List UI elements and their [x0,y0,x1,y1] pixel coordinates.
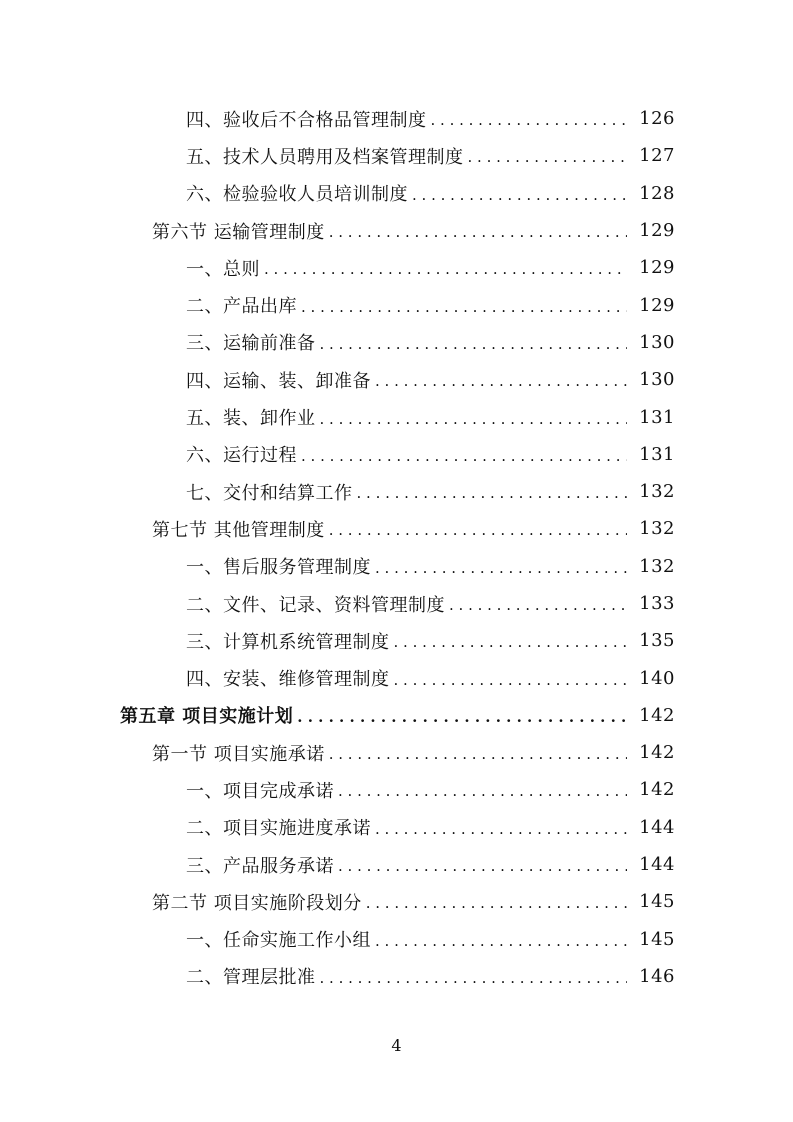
toc-entry-title: 五、技术人员聘用及档案管理制度 [186,146,464,168]
toc-entry-title: 第七节 其他管理制度 [152,519,325,541]
toc-entry-title: 四、安装、维修管理制度 [186,669,390,691]
page-number: 4 [391,1036,402,1055]
toc-entry-page: 146 [639,965,675,987]
toc-entry-title: 一、项目完成承诺 [186,780,334,802]
toc-entry-title: 一、总则 [186,258,260,280]
toc-dot-leader [468,146,628,165]
toc-dot-leader [329,221,627,240]
toc-item-entry[interactable] [0,249,793,286]
toc-entry-title: 五、装、卸作业 [186,408,316,430]
toc-entry-page: 130 [639,331,675,353]
toc-entry-page: 132 [639,481,675,503]
toc-dot-leader [375,557,627,576]
toc-item-entry[interactable] [0,585,793,622]
toc-entry-title: 六、运行过程 [186,445,297,467]
toc-item-entry[interactable] [0,324,793,361]
toc-dot-leader [297,706,627,725]
toc-item-entry[interactable] [0,622,793,659]
toc-entry-title: 七、交付和结算工作 [186,482,353,504]
toc-dot-leader [375,818,627,837]
table-of-contents [0,100,793,995]
toc-entry-title: 三、运输前准备 [186,333,316,355]
toc-item-entry[interactable] [0,548,793,585]
toc-entry-page: 130 [639,369,675,391]
toc-entry-page: 127 [639,145,675,167]
toc-dot-leader [394,631,628,650]
toc-entry-page: 142 [639,779,675,801]
toc-dot-leader [264,258,627,277]
toc-entry-title: 二、项目实施进度承诺 [186,818,371,840]
toc-item-entry[interactable] [0,137,793,174]
toc-item-entry[interactable] [0,846,793,883]
toc-entry-title: 三、产品服务承诺 [186,855,334,877]
toc-dot-leader [338,780,627,799]
toc-item-entry[interactable] [0,659,793,696]
toc-dot-leader [320,967,628,986]
toc-dot-leader [375,370,627,389]
toc-entry-page: 142 [639,704,675,726]
toc-dot-leader [320,333,628,352]
toc-dot-leader [320,408,628,427]
toc-entry-page: 142 [639,742,675,764]
toc-entry-title: 第五章 项目实施计划 [120,706,294,728]
toc-entry-page: 128 [639,182,675,204]
toc-item-entry[interactable] [0,473,793,510]
toc-chapter-entry[interactable] [0,697,793,734]
toc-dot-leader [394,669,628,688]
toc-section-entry[interactable] [0,510,793,547]
toc-dot-leader [366,892,627,911]
toc-section-entry[interactable] [0,883,793,920]
toc-item-entry[interactable] [0,771,793,808]
toc-item-entry[interactable] [0,809,793,846]
toc-entry-title: 第一节 项目实施承诺 [152,743,325,765]
toc-section-entry[interactable] [0,212,793,249]
toc-entry-title: 第六节 运输管理制度 [152,221,325,243]
toc-entry-title: 一、任命实施工作小组 [186,930,371,952]
toc-entry-title: 四、运输、装、卸准备 [186,370,371,392]
toc-entry-page: 145 [639,891,675,913]
toc-entry-page: 145 [639,928,675,950]
toc-dot-leader [449,594,627,613]
toc-entry-title: 二、产品出库 [186,296,297,318]
toc-entry-page: 129 [639,257,675,279]
toc-entry-page: 144 [639,854,675,876]
toc-item-entry[interactable] [0,286,793,323]
toc-item-entry[interactable] [0,436,793,473]
toc-item-entry[interactable] [0,100,793,137]
toc-entry-page: 131 [639,443,675,465]
toc-dot-leader [431,109,628,128]
toc-item-entry[interactable] [0,921,793,958]
toc-dot-leader [338,855,627,874]
toc-item-entry[interactable] [0,175,793,212]
toc-dot-leader [329,519,627,538]
toc-entry-title: 四、验收后不合格品管理制度 [186,109,427,131]
toc-entry-page: 133 [639,593,675,614]
toc-entry-title: 第二节 项目实施阶段划分 [152,892,362,914]
toc-entry-page: 131 [639,406,675,428]
toc-entry-page: 129 [639,220,675,242]
toc-entry-title: 二、文件、记录、资料管理制度 [186,594,445,616]
toc-dot-leader [329,743,627,762]
toc-entry-page: 135 [639,630,675,652]
toc-entry-title: 六、检验验收人员培训制度 [186,184,408,206]
toc-entry-page: 132 [639,555,675,577]
toc-dot-leader [412,184,627,203]
toc-entry-page: 140 [639,667,675,689]
toc-entry-title: 三、计算机系统管理制度 [186,631,390,653]
toc-dot-leader [301,296,627,315]
toc-section-entry[interactable] [0,734,793,771]
toc-entry-title: 二、管理层批准 [186,967,316,989]
toc-entry-page: 144 [639,816,675,838]
toc-dot-leader [301,445,627,464]
toc-entry-page: 129 [639,294,675,316]
toc-entry-page: 126 [639,108,675,130]
toc-item-entry[interactable] [0,958,793,995]
toc-dot-leader [375,930,627,949]
toc-item-entry[interactable] [0,398,793,435]
toc-dot-leader [357,482,628,501]
toc-item-entry[interactable] [0,361,793,398]
toc-entry-page: 132 [639,518,675,540]
toc-entry-title: 一、售后服务管理制度 [186,557,371,579]
